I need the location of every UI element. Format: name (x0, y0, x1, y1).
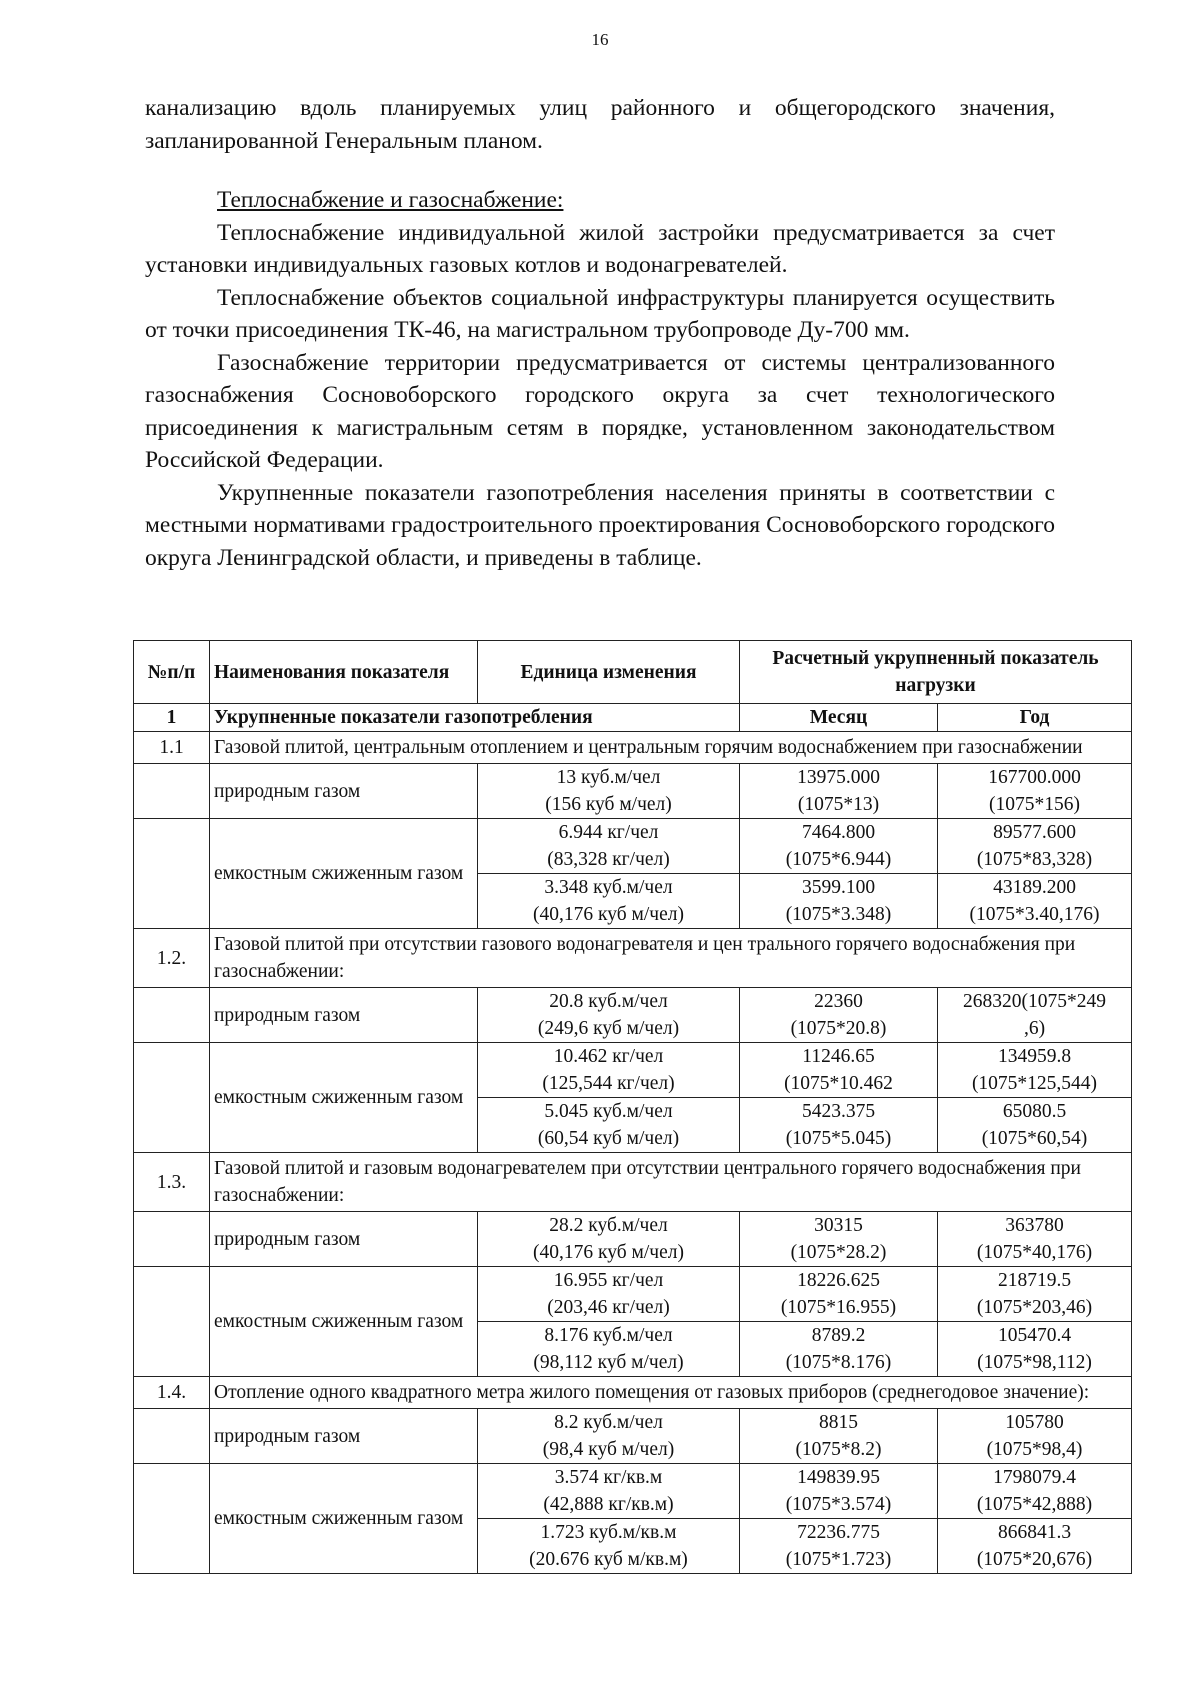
section-subtitle (145, 184, 1055, 217)
row-label-liquefied: емкостным сжиженным газом (210, 1464, 478, 1574)
unit-cell-line1: 8.176 куб.м/чел (544, 1325, 673, 1346)
table-row-liquefied-gas (134, 1043, 1132, 1098)
year-cell-line1: 134959.8 (997, 1046, 1072, 1067)
table-row-group-title (134, 1377, 1132, 1409)
month-cell-line1: 11246.65 (802, 1046, 875, 1067)
year-cell-line1: 1798079.4 (993, 1467, 1076, 1488)
page-number: 16 (591, 30, 609, 49)
unit-cell-line2: (20.676 куб м/кв.м) (529, 1549, 688, 1570)
unit-cell-line2: (125,544 кг/чел) (542, 1073, 675, 1094)
month-cell-line2: (1075*13) (797, 794, 880, 815)
row-label-natural: природным газом (210, 764, 478, 819)
unit-cell-line2: (156 куб м/чел) (545, 794, 672, 815)
unit-cell-line1: 1.723 куб.м/кв.м (540, 1522, 677, 1543)
unit-cell (478, 1464, 740, 1519)
unit-cell-line1: 10.462 кг/чел (553, 1046, 664, 1067)
month-cell-line2: (1075*16.955) (780, 1297, 897, 1318)
month-cell-line1: 149839.95 (797, 1467, 880, 1488)
year-cell-line1: 65080.5 (1002, 1101, 1067, 1122)
month-cell-line1: 72236.775 (797, 1522, 880, 1543)
table-row-liquefied-gas (134, 819, 1132, 874)
month-cell-line2: (1075*20.8) (790, 1018, 887, 1039)
row-label-natural: природным газом (210, 1212, 478, 1267)
unit-cell-line1: 3.574 кг/кв.м (554, 1467, 663, 1488)
unit-cell-line1: 13 куб.м/чел (556, 767, 661, 788)
year-cell (938, 874, 1132, 929)
month-cell-line2: (1075*3.574) (785, 1494, 892, 1515)
month-cell-line2: (1075*28.2) (790, 1242, 887, 1263)
year-cell-line2: (1075*3.40,176) (969, 904, 1100, 925)
year-cell (938, 764, 1132, 819)
subheader-num: 1 (134, 704, 210, 732)
gas-consumption-table (133, 640, 1132, 1574)
year-cell (938, 819, 1132, 874)
group-num: 1.2. (134, 929, 210, 988)
empty-cell (134, 988, 210, 1043)
header-num: №п/п (134, 641, 210, 704)
year-cell-line2: ,6) (1023, 1018, 1046, 1039)
row-label-natural: природным газом (210, 1409, 478, 1464)
year-cell-line1: 218719.5 (997, 1270, 1072, 1291)
unit-cell-line1: 6.944 кг/чел (558, 822, 659, 843)
month-cell-line2: (1075*1.723) (785, 1549, 892, 1570)
paragraph-sewerage: канализацию вдоль планируемых улиц районного и общегородского значения, запланированной Генеральным планом. (145, 95, 1055, 154)
empty-cell (134, 819, 210, 929)
table-row-liquefied-gas (134, 1267, 1132, 1322)
year-cell-line1: 866841.3 (997, 1522, 1072, 1543)
paragraph-heating-social: Теплоснабжение объектов социальной инфраструктуры планируется осуществить от точки присоединения ТК-46, на магистральном трубопроводе Ду-700 мм. (145, 284, 1055, 343)
year-cell-line2: (1075*98,4) (986, 1439, 1083, 1460)
month-cell (740, 1098, 938, 1153)
unit-cell (478, 1267, 740, 1322)
year-cell-line2: (1075*203,46) (976, 1297, 1093, 1318)
table-row-natural-gas (134, 1212, 1132, 1267)
year-cell (938, 1043, 1132, 1098)
group-num: 1.1 (134, 732, 210, 764)
month-cell-line1: 8789.2 (811, 1325, 866, 1346)
unit-cell-line2: (42,888 кг/кв.м) (543, 1494, 674, 1515)
unit-cell-line2: (40,176 куб м/чел) (533, 1242, 684, 1263)
unit-cell (478, 1519, 740, 1574)
empty-cell (134, 1409, 210, 1464)
year-cell (938, 1212, 1132, 1267)
unit-cell-line1: 8.2 куб.м/чел (554, 1412, 663, 1433)
paragraph-gas-supply: Газоснабжение территории предусматривается от системы централизованного газоснабжения Сосновоборского городского округа за счет технологического присоединения к магистральным сетям в порядке, установленном законодательством Российской Федерации. (145, 349, 1055, 473)
month-cell (740, 988, 938, 1043)
unit-cell-line2: (249,6 куб м/чел) (537, 1018, 680, 1039)
month-cell-line2: (1075*3.348) (785, 904, 892, 925)
month-cell (740, 1267, 938, 1322)
header-load: Расчетный укрупненный показатель нагрузки (740, 641, 1132, 704)
unit-cell (478, 1322, 740, 1377)
unit-cell-line1: 16.955 кг/чел (553, 1270, 664, 1291)
month-cell-line2: (1075*8.2) (795, 1439, 882, 1460)
table-row-group-title (134, 929, 1132, 988)
unit-cell-line1: 3.348 куб.м/чел (544, 877, 673, 898)
unit-cell-line2: (40,176 куб м/чел) (533, 904, 684, 925)
row-label-natural: природным газом (210, 988, 478, 1043)
unit-cell-line2: (203,46 кг/чел) (547, 1297, 670, 1318)
month-cell (740, 1043, 938, 1098)
month-cell (740, 819, 938, 874)
subheader-month: Месяц (740, 704, 938, 732)
year-cell-line2: (1075*98,112) (977, 1352, 1092, 1373)
table-subheader-row (134, 704, 1132, 732)
group-title: Газовой плитой при отсутствии газового водонагревателя и цен трального горячего водоснабжения при газоснабжении: (210, 929, 1132, 988)
unit-cell (478, 1409, 740, 1464)
header-name: Наименования показателя (210, 641, 478, 704)
month-cell (740, 1519, 938, 1574)
group-title: Газовой плитой, центральным отоплением и центральным горячим водоснабжением при газоснабжении (210, 732, 1132, 764)
month-cell-line1: 5423.375 (801, 1101, 876, 1122)
paragraph-heating-housing: Теплоснабжение индивидуальной жилой застройки предусматривается за счет установки индивидуальных газовых котлов и водонагревателей. (145, 219, 1055, 278)
body-text (145, 92, 1055, 574)
unit-cell (478, 819, 740, 874)
table-row-natural-gas (134, 764, 1132, 819)
year-cell-line2: (1075*156) (989, 794, 1080, 815)
year-cell-line1: 89577.600 (993, 822, 1076, 843)
month-cell-line1: 3599.100 (801, 877, 876, 898)
row-label-liquefied: емкостным сжиженным газом (210, 1043, 478, 1153)
month-cell-line1: 13975.000 (797, 767, 880, 788)
year-cell-line2: (1075*40,176) (976, 1242, 1093, 1263)
month-cell-line2: (1075*5.045) (785, 1128, 892, 1149)
table-row-natural-gas (134, 988, 1132, 1043)
header-unit: Единица изменения (478, 641, 740, 704)
year-cell (938, 1409, 1132, 1464)
unit-cell-line1: 20.8 куб.м/чел (549, 991, 668, 1012)
year-cell (938, 1322, 1132, 1377)
month-cell (740, 874, 938, 929)
unit-cell (478, 874, 740, 929)
group-title: Отопление одного квадратного метра жилого помещения от газовых приборов (среднегодовое значение): (210, 1377, 1132, 1409)
unit-cell (478, 764, 740, 819)
unit-cell-line2: (83,328 кг/чел) (547, 849, 670, 870)
year-cell (938, 988, 1132, 1043)
empty-cell (134, 1464, 210, 1574)
unit-cell-line2: (60,54 куб м/чел) (537, 1128, 680, 1149)
year-cell-line2: (1075*42,888) (976, 1494, 1093, 1515)
year-cell (938, 1464, 1132, 1519)
month-cell (740, 1212, 938, 1267)
group-num: 1.4. (134, 1377, 210, 1409)
row-label-liquefied: емкостным сжиженным газом (210, 819, 478, 929)
year-cell-line1: 167700.000 (988, 767, 1081, 788)
subheader-year: Год (938, 704, 1132, 732)
year-cell-line2: (1075*20,676) (976, 1549, 1093, 1570)
unit-cell-line1: 5.045 куб.м/чел (544, 1101, 673, 1122)
table-row-group-title (134, 1153, 1132, 1212)
group-title: Газовой плитой и газовым водонагревателем при отсутствии центрального горячего водоснабжения при газоснабжении: (210, 1153, 1132, 1212)
month-cell-line2: (1075*8.176) (785, 1352, 892, 1373)
month-cell-line1: 7464.800 (801, 822, 876, 843)
year-cell-line2: (1075*125,544) (971, 1073, 1098, 1094)
unit-cell-line2: (98,4 куб м/чел) (542, 1439, 675, 1460)
empty-cell (134, 1043, 210, 1153)
table-row-natural-gas (134, 1409, 1132, 1464)
year-cell (938, 1519, 1132, 1574)
unit-cell (478, 1098, 740, 1153)
month-cell-line2: (1075*6.944) (785, 849, 892, 870)
unit-cell (478, 988, 740, 1043)
unit-cell-line2: (98,112 куб м/чел) (533, 1352, 684, 1373)
table-header-row (134, 641, 1132, 704)
month-cell (740, 1409, 938, 1464)
month-cell-line1: 22360 (814, 991, 863, 1012)
year-cell (938, 1267, 1132, 1322)
month-cell (740, 764, 938, 819)
year-cell-line1: 105470.4 (997, 1325, 1072, 1346)
year-cell-line1: 268320(1075*249 (963, 991, 1106, 1012)
year-cell-line2: (1075*60,54) (981, 1128, 1088, 1149)
subheader-name: Укрупненные показатели газопотребления (210, 704, 740, 732)
paragraph-gas-indicators: Укрупненные показатели газопотребления населения приняты в соответствии с местными нормативами градостроительного проектирования Сосновоборского городского округа Ленинградской области, и приведены в таблице. (145, 479, 1055, 571)
empty-cell (134, 1212, 210, 1267)
table-row-group-title (134, 732, 1132, 764)
year-cell-line2: (1075*83,328) (976, 849, 1093, 870)
empty-cell (134, 764, 210, 819)
year-cell-line1: 363780 (1005, 1215, 1064, 1236)
subtitle-heat-gas: Теплоснабжение и газоснабжение: (217, 187, 564, 213)
year-cell (938, 1098, 1132, 1153)
unit-cell-line1: 28.2 куб.м/чел (549, 1215, 668, 1236)
unit-cell (478, 1043, 740, 1098)
unit-cell (478, 1212, 740, 1267)
month-cell (740, 1464, 938, 1519)
month-cell-line1: 8815 (819, 1412, 858, 1433)
row-label-liquefied: емкостным сжиженным газом (210, 1267, 478, 1377)
month-cell-line2: (1075*10.462 (784, 1073, 893, 1094)
table-row-liquefied-gas (134, 1464, 1132, 1519)
year-cell-line1: 43189.200 (993, 877, 1076, 898)
month-cell (740, 1322, 938, 1377)
year-cell-line1: 105780 (1005, 1412, 1064, 1433)
month-cell-line1: 30315 (814, 1215, 863, 1236)
group-num: 1.3. (134, 1153, 210, 1212)
empty-cell (134, 1267, 210, 1377)
month-cell-line1: 18226.625 (797, 1270, 880, 1291)
